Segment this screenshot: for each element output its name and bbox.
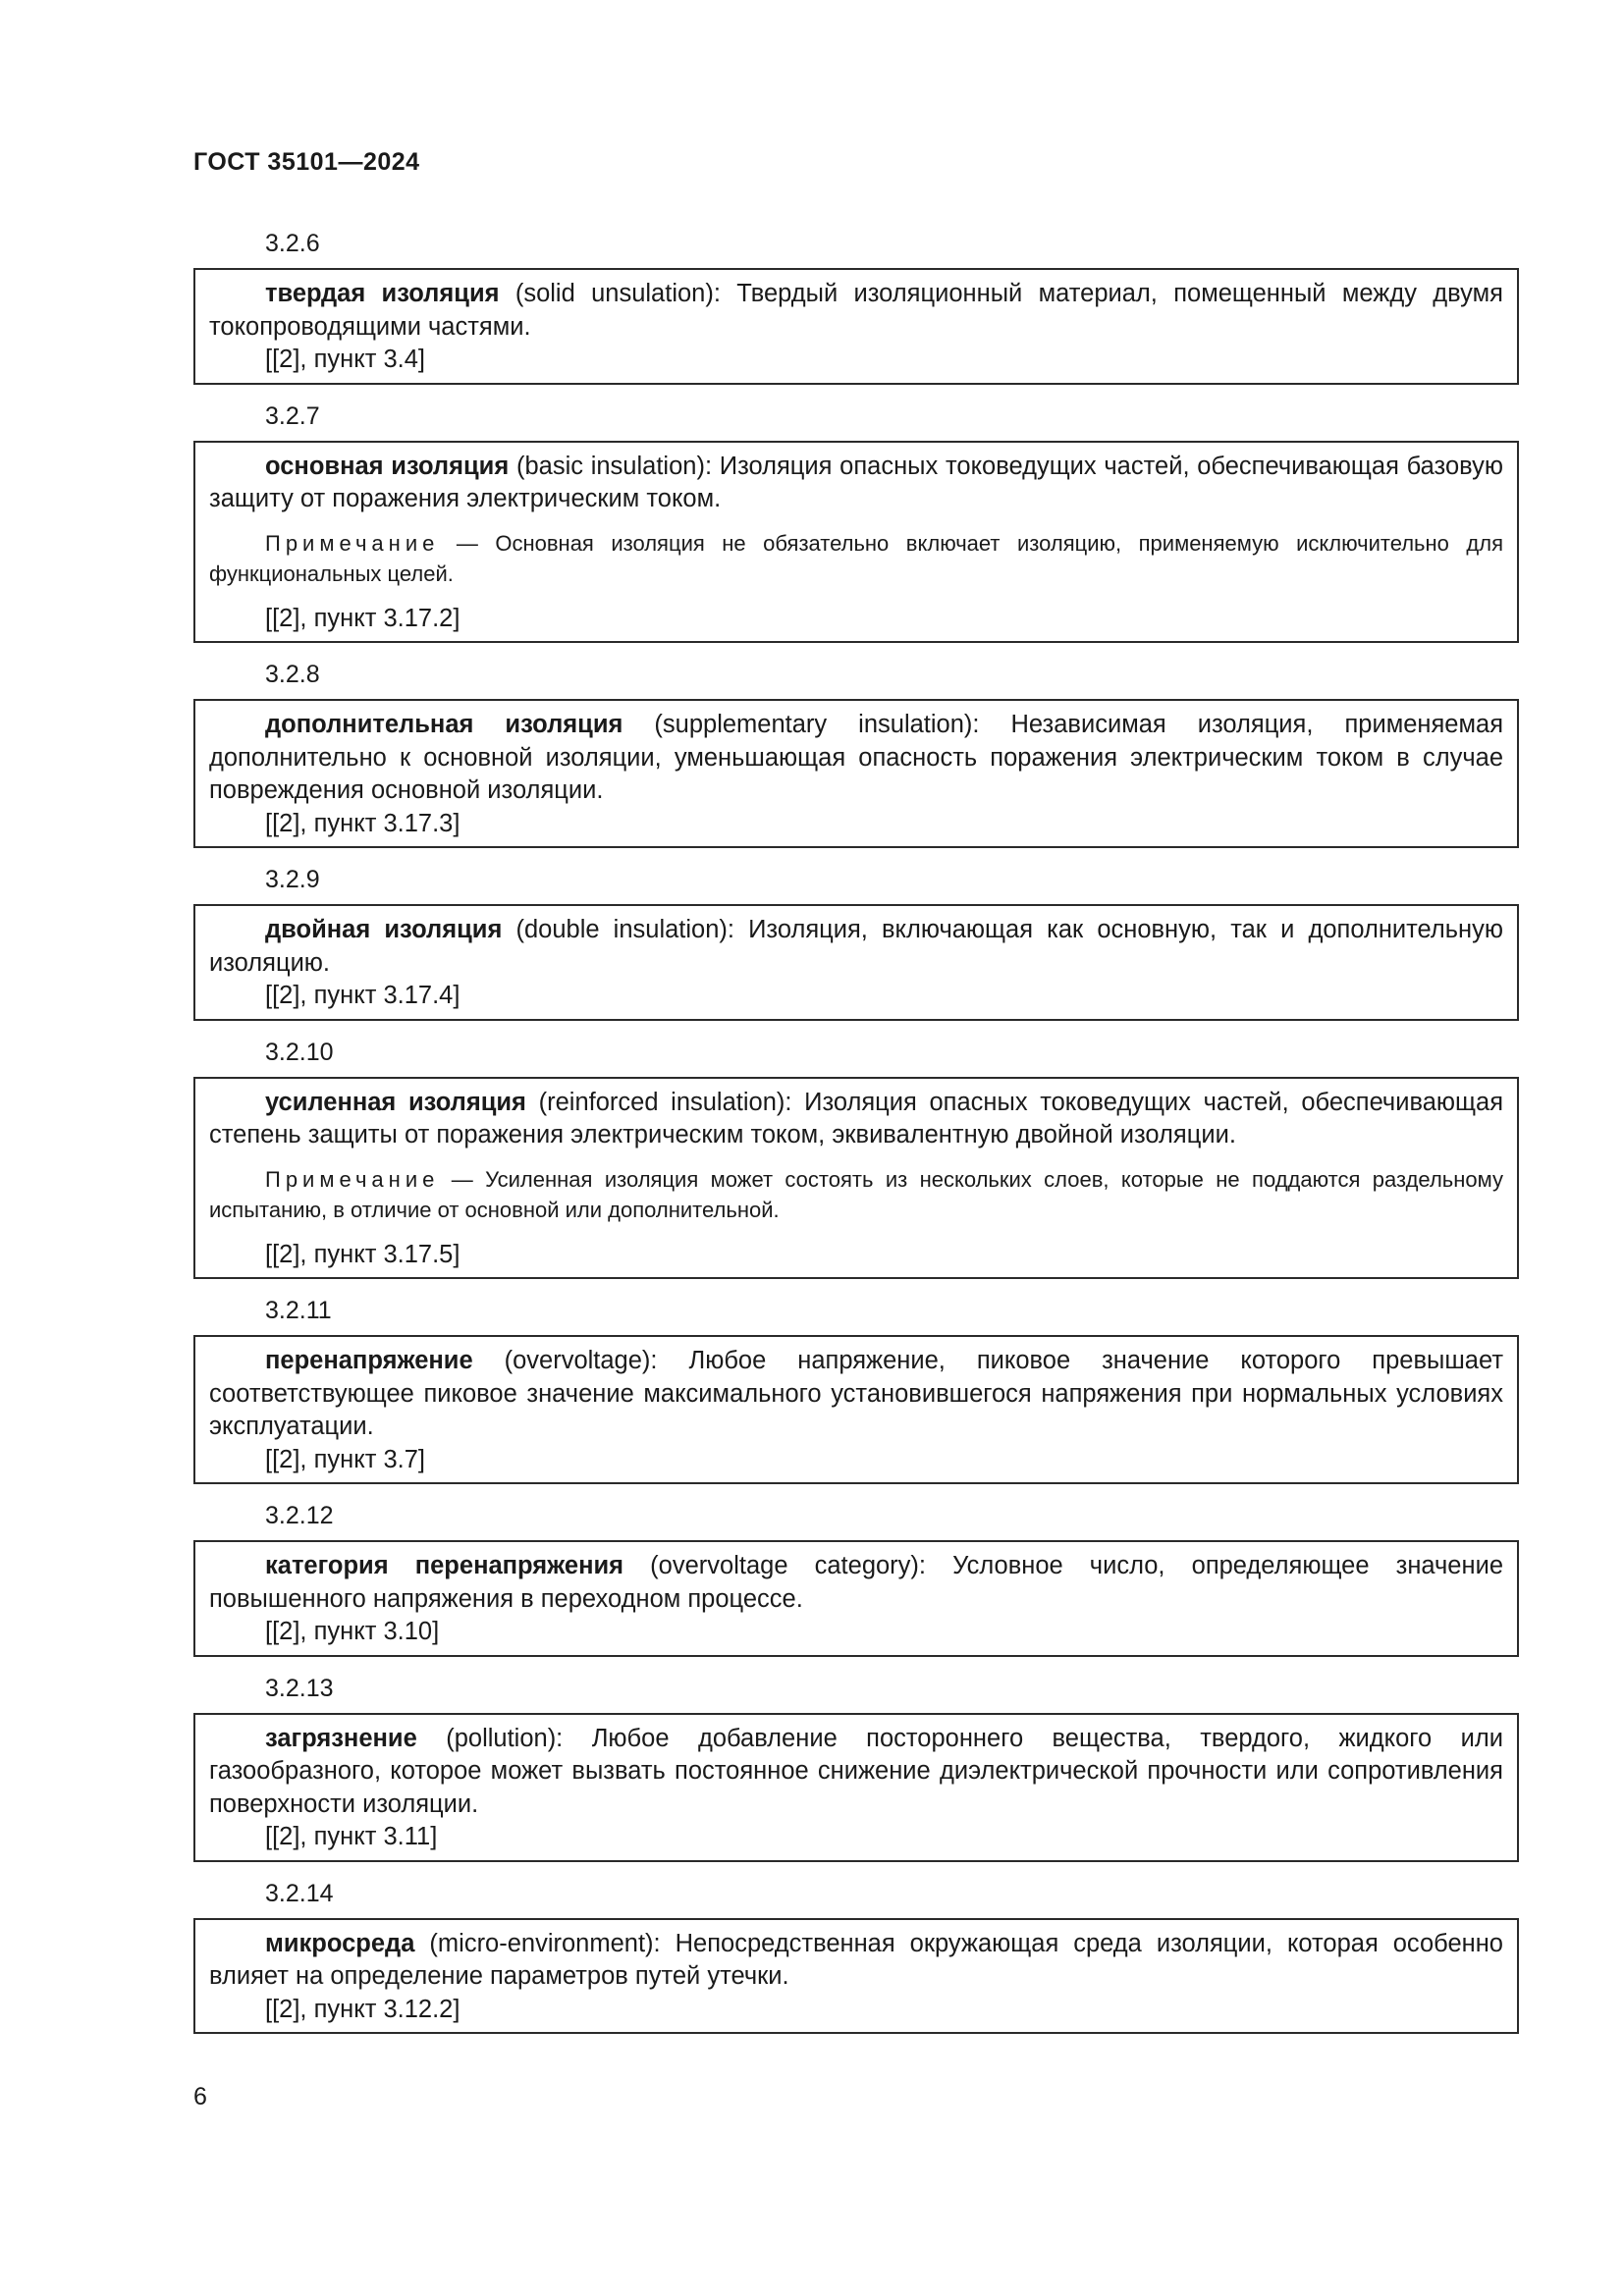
term-definition — [209, 278, 1503, 344]
term-title: дополнительная изоляция — [265, 711, 623, 738]
term-entry-basic-insulation — [193, 441, 1519, 644]
term-definition — [209, 1723, 1503, 1822]
term-title: микросреда — [265, 1929, 415, 1957]
term-note — [209, 1164, 1503, 1225]
term-description: (overvoltage): Любое напряжение, пиковое значение которого превышает соответствующее пиковое значение максимального установившегося напряжения при нормальных условиях эксплуатации. — [209, 1347, 1503, 1440]
term-title: усиленная изоляция — [265, 1088, 526, 1116]
term-definition — [209, 451, 1503, 516]
term-description: (overvoltage category): Условное число, определяющее значение повышенного напряжения в переходном процессе. — [209, 1552, 1503, 1613]
term-definition — [209, 1928, 1503, 1994]
term-title: твердая изоляция — [265, 280, 500, 307]
term-description: (solid unsulation): Твердый изоляционный материал, помещенный между двумя токопроводящими частями. — [209, 280, 1503, 341]
term-definition — [209, 1345, 1503, 1444]
term-title: перенапряжение — [265, 1347, 473, 1374]
term-title: двойная изоляция — [265, 916, 503, 943]
term-title: основная изоляция — [265, 452, 510, 480]
term-source: [[2], пункт 3.11] — [265, 1823, 438, 1850]
terms-list — [193, 226, 1519, 2048]
term-entry-double-insulation — [193, 904, 1519, 1021]
term-entry-overvoltage — [193, 1335, 1519, 1484]
term-description: (pollution): Любое добавление постороннего вещества, твердого, жидкого или газообразного, которое может вызвать постоянное снижение диэлектрической прочности или сопротивления поверхности изоляции. — [209, 1724, 1503, 1818]
term-source: [[2], пункт 3.7] — [265, 1445, 425, 1473]
term-definition — [209, 1550, 1503, 1616]
term-number: 3.2.6 — [265, 230, 320, 257]
term-source: [[2], пункт 3.10] — [265, 1618, 440, 1645]
term-description: (reinforced insulation): Изоляция опасных токоведущих частей, обеспечивающая степень защиты от поражения электрическим током, эквивалентную двойной изоляции. — [209, 1088, 1503, 1148]
term-number: 3.2.13 — [265, 1674, 334, 1702]
term-definition — [209, 709, 1503, 808]
term-source: [[2], пункт 3.4] — [265, 346, 425, 373]
page-number: 6 — [193, 2083, 207, 2110]
term-entry-supplementary-insulation — [193, 699, 1519, 848]
term-source: [[2], пункт 3.17.3] — [265, 809, 460, 837]
term-number: 3.2.12 — [265, 1502, 334, 1529]
term-number: 3.2.14 — [265, 1879, 334, 1907]
term-title: загрязнение — [265, 1724, 417, 1752]
document-header: ГОСТ 35101—2024 — [193, 148, 420, 176]
term-number: 3.2.10 — [265, 1038, 334, 1066]
note-text: — Основная изоляция не обязательно включает изоляцию, применяемую исключительно для функциональных целей. — [209, 530, 1503, 586]
term-number: 3.2.11 — [265, 1297, 332, 1324]
term-description: (basic insulation): Изоляция опасных токоведущих частей, обеспечивающая базовую защиту от поражения электрическим током. — [209, 452, 1503, 512]
term-number: 3.2.8 — [265, 661, 320, 688]
term-entry-solid-insulation — [193, 268, 1519, 385]
term-description: (double insulation): Изоляция, включающая как основную, так и дополнительную изоляцию. — [209, 916, 1503, 977]
term-source: [[2], пункт 3.17.4] — [265, 982, 460, 1009]
term-description: (micro-environment): Непосредственная окружающая среда изоляции, которая особенно влияет на определение параметров путей утечки. — [209, 1929, 1503, 1990]
term-source: [[2], пункт 3.12.2] — [265, 1995, 460, 2023]
term-entry-reinforced-insulation — [193, 1077, 1519, 1280]
term-entry-micro-environment — [193, 1918, 1519, 2035]
note-label: Примечание — [265, 1166, 440, 1192]
term-title: категория перенапряжения — [265, 1552, 624, 1579]
note-text: — Усиленная изоляция может состоять из нескольких слоев, которые не поддаются раздельному испытанию, в отличие от основной или дополнительной. — [209, 1166, 1503, 1222]
term-number: 3.2.9 — [265, 866, 320, 893]
term-source: [[2], пункт 3.17.5] — [265, 1240, 460, 1268]
term-definition — [209, 914, 1503, 980]
term-description: (supplementary insulation): Независимая изоляция, применяемая дополнительно к основной изоляции, уменьшающая опасность поражения электрическим током в случае повреждения основной изоляции. — [209, 711, 1503, 804]
note-label: Примечание — [265, 530, 440, 556]
term-entry-overvoltage-category — [193, 1540, 1519, 1657]
term-source: [[2], пункт 3.17.2] — [265, 604, 460, 632]
term-definition — [209, 1087, 1503, 1152]
term-note — [209, 528, 1503, 589]
term-entry-pollution — [193, 1713, 1519, 1862]
term-number: 3.2.7 — [265, 401, 320, 430]
